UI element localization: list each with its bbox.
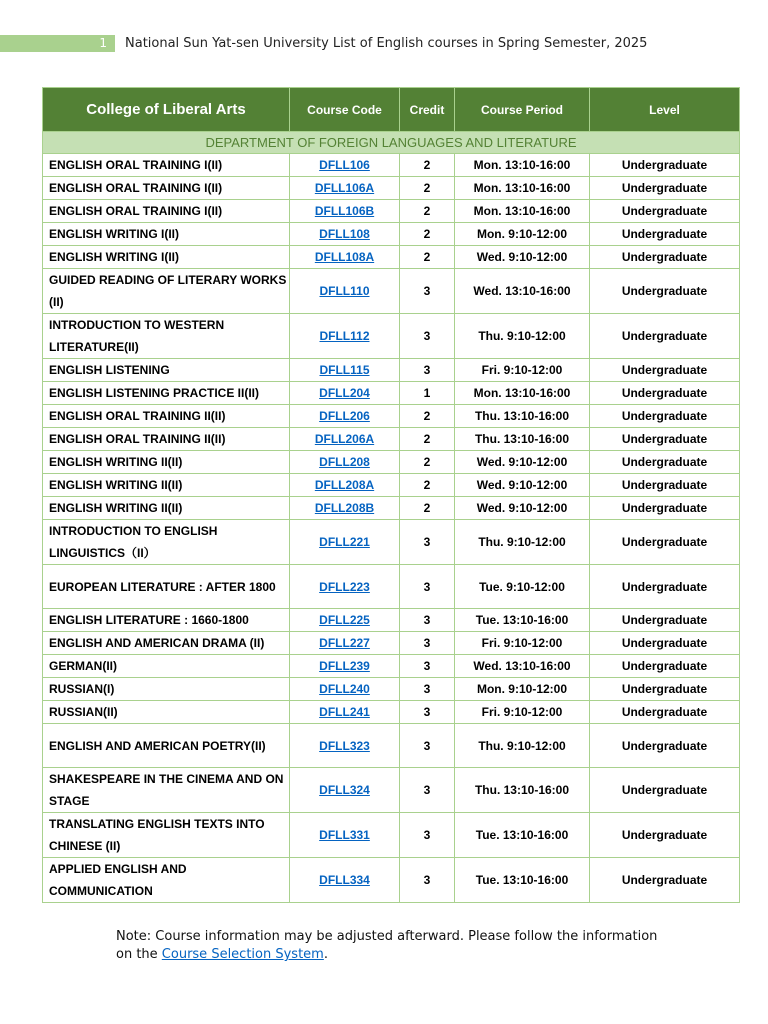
course-name: EUROPEAN LITERATURE : AFTER 1800	[43, 565, 290, 609]
course-code-cell	[290, 451, 400, 474]
course-code-link[interactable]: DFLL206A	[314, 432, 375, 446]
course-code-link[interactable]: DFLL208B	[314, 501, 375, 515]
course-level: Undergraduate	[590, 405, 740, 428]
table-row	[43, 632, 740, 655]
course-credit: 2	[400, 223, 455, 246]
table-row	[43, 724, 740, 768]
course-level: Undergraduate	[590, 497, 740, 520]
course-name: ENGLISH WRITING I(II)	[43, 223, 290, 246]
course-name: ENGLISH ORAL TRAINING I(II)	[43, 177, 290, 200]
table-row	[43, 314, 740, 359]
course-credit: 2	[400, 177, 455, 200]
table-row	[43, 497, 740, 520]
course-code-link[interactable]: DFLL106B	[314, 204, 375, 218]
course-name: ENGLISH ORAL TRAINING II(II)	[43, 405, 290, 428]
course-period: Wed. 13:10-16:00	[455, 655, 590, 678]
course-period: Tue. 13:10-16:00	[455, 813, 590, 858]
course-level: Undergraduate	[590, 359, 740, 382]
course-code-link[interactable]: DFLL324	[319, 783, 370, 797]
course-code-cell	[290, 382, 400, 405]
course-name: ENGLISH LITERATURE : 1660-1800	[43, 609, 290, 632]
course-period: Mon. 13:10-16:00	[455, 154, 590, 177]
department-name: DEPARTMENT OF FOREIGN LANGUAGES AND LITERATURE	[43, 132, 740, 154]
course-name: INTRODUCTION TO ENGLISH LINGUISTICS（II）	[43, 520, 290, 565]
course-code-link[interactable]: DFLL108A	[314, 250, 375, 264]
course-name: ENGLISH WRITING II(II)	[43, 497, 290, 520]
course-code-cell	[290, 858, 400, 903]
course-code-cell	[290, 177, 400, 200]
course-period: Mon. 9:10-12:00	[455, 223, 590, 246]
course-period: Thu. 9:10-12:00	[455, 520, 590, 565]
course-code-cell	[290, 724, 400, 768]
course-name: ENGLISH WRITING II(II)	[43, 474, 290, 497]
course-level: Undergraduate	[590, 382, 740, 405]
course-name: GUIDED READING OF LITERARY WORKS (II)	[43, 269, 290, 314]
course-level: Undergraduate	[590, 632, 740, 655]
course-code-cell	[290, 246, 400, 269]
course-code-cell	[290, 269, 400, 314]
course-credit: 3	[400, 632, 455, 655]
table-row	[43, 405, 740, 428]
course-credit: 3	[400, 858, 455, 903]
course-name: ENGLISH WRITING I(II)	[43, 246, 290, 269]
course-credit: 2	[400, 154, 455, 177]
course-credit: 2	[400, 428, 455, 451]
course-level: Undergraduate	[590, 314, 740, 359]
table-row	[43, 565, 740, 609]
course-level: Undergraduate	[590, 451, 740, 474]
note-suffix: .	[323, 947, 328, 962]
course-code-cell	[290, 701, 400, 724]
table-row	[43, 428, 740, 451]
course-credit: 2	[400, 200, 455, 223]
course-code-link[interactable]: DFLL334	[319, 873, 370, 887]
course-code-link[interactable]: DFLL241	[319, 705, 370, 719]
course-period: Fri. 9:10-12:00	[455, 701, 590, 724]
course-name: ENGLISH LISTENING PRACTICE II(II)	[43, 382, 290, 405]
course-name: SHAKESPEARE IN THE CINEMA AND ON STAGE	[43, 768, 290, 813]
course-name: ENGLISH AND AMERICAN DRAMA (II)	[43, 632, 290, 655]
note-text: Note: Course information may be adjusted afterward. Please follow the information on the	[116, 929, 658, 962]
column-header-college: College of Liberal Arts	[43, 88, 290, 132]
table-row	[43, 678, 740, 701]
course-period: Wed. 9:10-12:00	[455, 246, 590, 269]
course-credit: 3	[400, 655, 455, 678]
column-header-level: Level	[590, 88, 740, 132]
table-header-row	[43, 88, 740, 132]
course-name: ENGLISH WRITING II(II)	[43, 451, 290, 474]
course-name: RUSSIAN(I)	[43, 678, 290, 701]
course-credit: 2	[400, 451, 455, 474]
course-code-cell	[290, 655, 400, 678]
table-row	[43, 246, 740, 269]
course-period: Thu. 9:10-12:00	[455, 724, 590, 768]
course-period: Mon. 9:10-12:00	[455, 678, 590, 701]
course-name: ENGLISH ORAL TRAINING I(II)	[43, 200, 290, 223]
course-level: Undergraduate	[590, 655, 740, 678]
course-code-link[interactable]: DFLL108	[319, 227, 370, 241]
course-credit: 3	[400, 701, 455, 724]
table-row	[43, 382, 740, 405]
course-period: Thu. 13:10-16:00	[455, 768, 590, 813]
course-code-link[interactable]: DFLL208A	[314, 478, 375, 492]
course-level: Undergraduate	[590, 154, 740, 177]
course-code-cell	[290, 474, 400, 497]
course-level: Undergraduate	[590, 565, 740, 609]
course-name: GERMAN(II)	[43, 655, 290, 678]
course-code-cell	[290, 632, 400, 655]
course-code-cell	[290, 223, 400, 246]
course-name: TRANSLATING ENGLISH TEXTS INTO CHINESE (II)	[43, 813, 290, 858]
course-level: Undergraduate	[590, 678, 740, 701]
course-credit: 3	[400, 314, 455, 359]
course-period: Fri. 9:10-12:00	[455, 359, 590, 382]
course-code-cell	[290, 813, 400, 858]
column-header-course-period: Course Period	[455, 88, 590, 132]
course-level: Undergraduate	[590, 428, 740, 451]
course-period: Thu. 13:10-16:00	[455, 405, 590, 428]
course-name: APPLIED ENGLISH AND COMMUNICATION	[43, 858, 290, 903]
page-header	[0, 35, 768, 52]
course-level: Undergraduate	[590, 858, 740, 903]
course-level: Undergraduate	[590, 177, 740, 200]
course-level: Undergraduate	[590, 223, 740, 246]
course-code-link[interactable]: DFLL225	[319, 613, 370, 627]
course-code-link[interactable]: DFLL239	[319, 659, 370, 673]
course-period: Fri. 9:10-12:00	[455, 632, 590, 655]
course-period: Mon. 13:10-16:00	[455, 200, 590, 223]
course-code-cell	[290, 565, 400, 609]
course-level: Undergraduate	[590, 246, 740, 269]
table-row	[43, 655, 740, 678]
table-row	[43, 269, 740, 314]
table-row	[43, 609, 740, 632]
department-row	[43, 132, 740, 154]
table-row	[43, 813, 740, 858]
course-name: ENGLISH LISTENING	[43, 359, 290, 382]
course-credit: 3	[400, 768, 455, 813]
course-period: Wed. 13:10-16:00	[455, 269, 590, 314]
course-code-cell	[290, 359, 400, 382]
course-level: Undergraduate	[590, 701, 740, 724]
course-code-link[interactable]: DFLL208	[319, 455, 370, 469]
course-code-cell	[290, 609, 400, 632]
course-name: ENGLISH AND AMERICAN POETRY(II)	[43, 724, 290, 768]
course-credit: 3	[400, 813, 455, 858]
course-code-link[interactable]: DFLL223	[319, 579, 370, 594]
course-period: Thu. 9:10-12:00	[455, 314, 590, 359]
course-code-link[interactable]: DFLL206	[319, 409, 370, 423]
table-row	[43, 520, 740, 565]
course-level: Undergraduate	[590, 269, 740, 314]
course-period: Tue. 9:10-12:00	[455, 565, 590, 609]
course-period: Thu. 13:10-16:00	[455, 428, 590, 451]
course-period: Wed. 9:10-12:00	[455, 497, 590, 520]
course-code-link[interactable]: DFLL323	[319, 738, 370, 753]
course-period: Tue. 13:10-16:00	[455, 609, 590, 632]
table-row	[43, 701, 740, 724]
table-row	[43, 154, 740, 177]
course-selection-system-link[interactable]: Course Selection System	[161, 947, 324, 962]
course-code-link[interactable]: DFLL227	[319, 636, 370, 650]
course-credit: 3	[400, 724, 455, 768]
course-name: RUSSIAN(II)	[43, 701, 290, 724]
course-credit: 2	[400, 405, 455, 428]
course-table	[42, 87, 740, 903]
page-number: 1	[0, 35, 115, 52]
note	[116, 928, 676, 964]
course-code-link[interactable]: DFLL221	[319, 535, 370, 549]
course-code-cell	[290, 768, 400, 813]
course-code-link[interactable]: DFLL240	[319, 682, 370, 696]
table-row	[43, 451, 740, 474]
course-code-cell	[290, 405, 400, 428]
course-code-cell	[290, 520, 400, 565]
course-level: Undergraduate	[590, 520, 740, 565]
course-period: Wed. 9:10-12:00	[455, 451, 590, 474]
course-code-cell	[290, 678, 400, 701]
course-credit: 2	[400, 246, 455, 269]
course-code-cell	[290, 428, 400, 451]
course-code-link[interactable]: DFLL106	[319, 158, 370, 172]
course-credit: 3	[400, 565, 455, 609]
course-code-cell	[290, 497, 400, 520]
course-code-cell	[290, 314, 400, 359]
course-credit: 2	[400, 474, 455, 497]
table-row	[43, 223, 740, 246]
course-name: INTRODUCTION TO WESTERN LITERATURE(II)	[43, 314, 290, 359]
page-title: National Sun Yat-sen University List of English courses in Spring Semester, 2025	[125, 36, 648, 51]
course-credit: 2	[400, 497, 455, 520]
table-row	[43, 200, 740, 223]
table-row	[43, 359, 740, 382]
course-code-link[interactable]: DFLL331	[319, 828, 370, 842]
table-row	[43, 177, 740, 200]
course-code-cell	[290, 200, 400, 223]
table-row	[43, 768, 740, 813]
course-level: Undergraduate	[590, 200, 740, 223]
course-code-link[interactable]: DFLL115	[319, 363, 370, 377]
course-code-link[interactable]: DFLL110	[319, 284, 370, 298]
column-header-course-code: Course Code	[290, 88, 400, 132]
table-row	[43, 474, 740, 497]
course-period: Mon. 13:10-16:00	[455, 177, 590, 200]
course-code-link[interactable]: DFLL106A	[314, 181, 375, 195]
course-period: Wed. 9:10-12:00	[455, 474, 590, 497]
course-period: Tue. 13:10-16:00	[455, 858, 590, 903]
course-code-cell	[290, 154, 400, 177]
course-credit: 3	[400, 520, 455, 565]
course-name: ENGLISH ORAL TRAINING II(II)	[43, 428, 290, 451]
course-level: Undergraduate	[590, 609, 740, 632]
course-credit: 1	[400, 382, 455, 405]
course-name: ENGLISH ORAL TRAINING I(II)	[43, 154, 290, 177]
course-code-link[interactable]: DFLL112	[319, 329, 370, 343]
course-credit: 3	[400, 269, 455, 314]
course-level: Undergraduate	[590, 724, 740, 768]
course-period: Mon. 13:10-16:00	[455, 382, 590, 405]
course-credit: 3	[400, 609, 455, 632]
course-level: Undergraduate	[590, 474, 740, 497]
course-level: Undergraduate	[590, 813, 740, 858]
course-credit: 3	[400, 678, 455, 701]
course-code-link[interactable]: DFLL204	[319, 386, 370, 400]
course-credit: 3	[400, 359, 455, 382]
table-row	[43, 858, 740, 903]
column-header-credit: Credit	[400, 88, 455, 132]
course-level: Undergraduate	[590, 768, 740, 813]
